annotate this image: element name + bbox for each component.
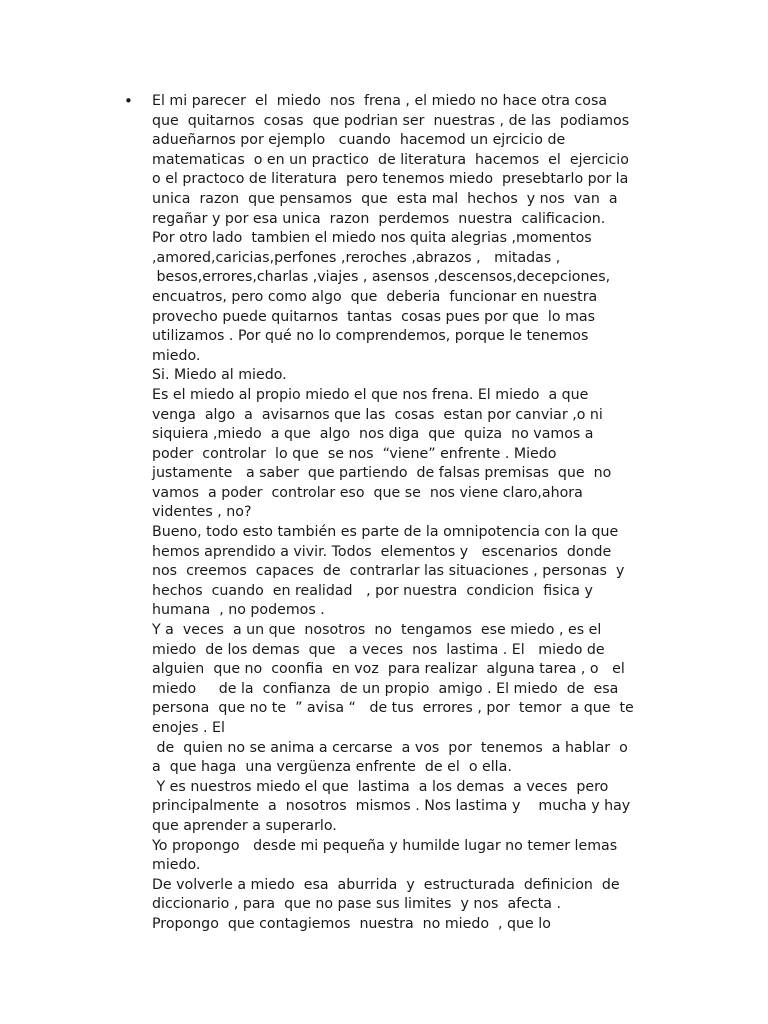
text-line: o el practoco de literatura pero tenemos miedo presebtarlo por la	[152, 171, 629, 188]
bullet-marker: •	[124, 92, 133, 110]
text-line: principalmente a nosotros mismos . Nos lastima y mucha y hay	[152, 798, 631, 815]
text-line: siquiera ,miedo a que algo nos diga que quiza no vamos a	[152, 426, 594, 443]
text-line: ,amored,caricias,perfones ,reroches ,abrazos , mitadas ,	[152, 249, 561, 266]
text-line: miedo.	[152, 347, 201, 364]
text-line: utilizamos . Por qué no lo comprendemos, porque le tenemos	[152, 328, 589, 345]
text-line: hemos aprendido a vivir. Todos elementos y escenarios donde	[152, 543, 612, 560]
text-line: Si. Miedo al miedo.	[152, 367, 287, 384]
text-line: humana , no podemos .	[152, 602, 325, 619]
text-line: de quien no se anima a cercarse a vos por tenemos a hablar o	[152, 739, 628, 756]
body-text	[152, 92, 662, 935]
text-line: enojes . El	[152, 720, 225, 736]
text-line: encuatros, pero como algo que deberia funcionar en nuestra	[152, 288, 598, 305]
text-line: De volverle a miedo esa aburrida y estructurada definicion de	[152, 876, 620, 893]
text-line: regañar y por esa unica razon perdemos nuestra calificacion.	[152, 210, 606, 227]
text-line: Por otro lado tambien el miedo nos quita alegrias ,momentos	[152, 230, 592, 247]
text-line: justamente a saber que partiendo de falsas premisas que no	[152, 465, 612, 482]
text-line: miedo de la confianza de un propio amigo . El miedo de esa	[152, 680, 619, 697]
text-line: alguien que no coonfia en voz para realizar alguna tarea , o el	[152, 661, 625, 678]
text-line: que quitarnos cosas que podrian ser nuestras , de las podiamos	[152, 112, 630, 129]
text-line: poder controlar lo que se nos “viene” enfrente . Miedo	[152, 445, 557, 462]
text-line: provecho puede quitarnos tantas cosas pues por que lo mas	[152, 308, 595, 325]
text-line: Yo propongo desde mi pequeña y humilde lugar no temer lemas	[152, 837, 618, 854]
text-line: diccionario , para que no pase sus limites y nos afecta .	[152, 896, 561, 913]
text-line: Propongo que contagiemos nuestra no miedo , que lo	[152, 915, 551, 932]
text-line: Y a veces a un que nosotros no tengamos ese miedo , es el	[152, 622, 602, 639]
text-line: matematicas o en un practico de literatura hacemos el ejercicio	[152, 151, 629, 168]
text-line: Es el miedo al propio miedo el que nos frena. El miedo a que	[152, 386, 589, 403]
text-line: adueñarnos por ejemplo cuando hacemod un ejrcicio de	[152, 132, 566, 149]
text-line: hechos cuando en realidad , por nuestra condicion fisica y	[152, 582, 593, 599]
text-line: unica razon que pensamos que esta mal hechos y nos van a	[152, 190, 618, 207]
text-line: miedo de los demas que a veces nos lastima . El miedo de	[152, 641, 605, 658]
text-line: vamos a poder controlar eso que se nos viene claro,ahora	[152, 484, 583, 501]
text-line: El mi parecer el miedo nos frena , el miedo no hace otra cosa	[152, 93, 608, 109]
text-line: nos creemos capaces de contrarlar las situaciones , personas y	[152, 563, 625, 580]
text-line: Y es nuestros miedo el que lastima a los demas a veces pero	[152, 778, 609, 795]
text-line: que aprender a superarlo.	[152, 817, 337, 834]
text-line: Bueno, todo esto también es parte de la omnipotencia con la que	[152, 524, 619, 541]
text-line: besos,errores,charlas ,viajes , asensos ,descensos,decepciones,	[152, 269, 611, 286]
text-line: videntes , no?	[152, 504, 252, 521]
text-line: miedo.	[152, 857, 201, 874]
text-line: a que haga una vergüenza enfrente de el o ella.	[152, 759, 512, 776]
text-line: persona que no te ” avisa “ de tus errores , por temor a que te	[152, 700, 634, 717]
text-line: venga algo a avisarnos que las cosas estan por canviar ,o ni	[152, 406, 603, 423]
